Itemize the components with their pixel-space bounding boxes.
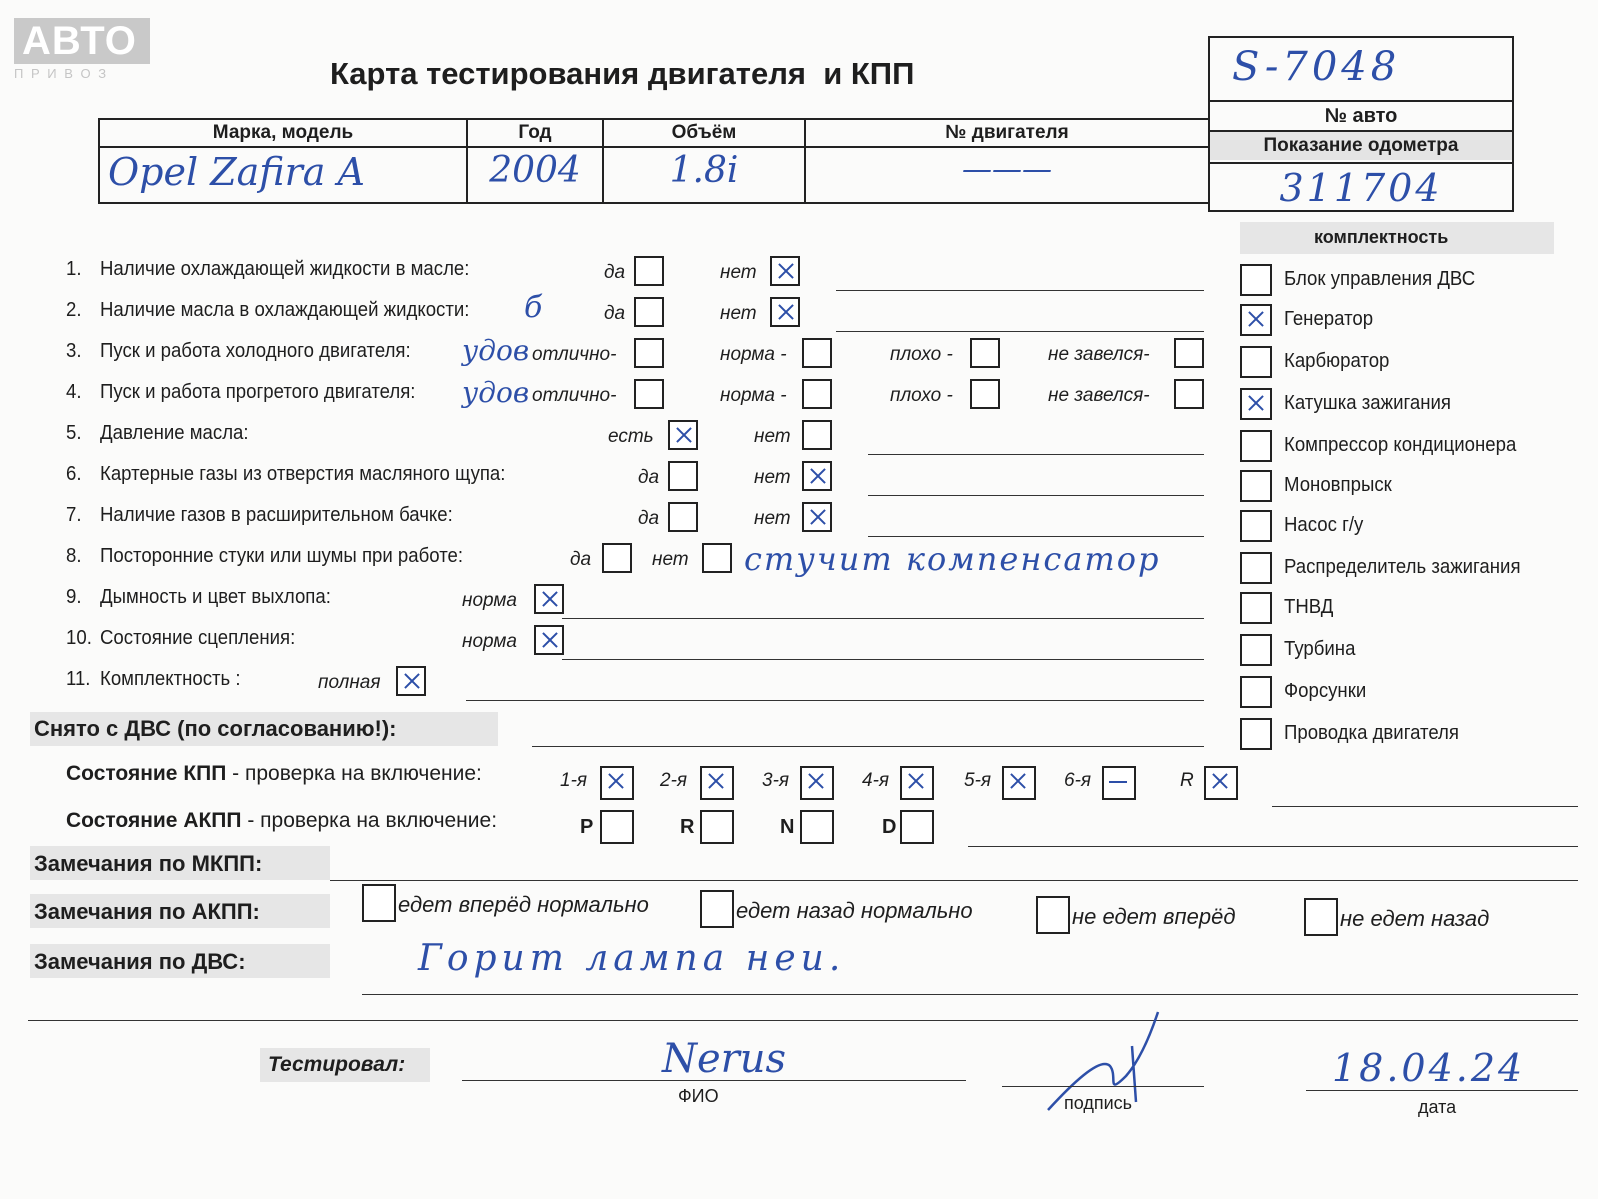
akpp-label-rest: - проверка на включение:	[241, 809, 498, 832]
kpp-gear-checkbox[interactable]	[1002, 766, 1036, 800]
col-model	[100, 120, 468, 202]
kpp-gear-label: 1-я	[560, 770, 588, 791]
dvs-remarks-text: Горит лампа неи.	[418, 938, 846, 979]
completeness-item-label: Генератор	[1284, 308, 1374, 330]
akpp-mode-label: R	[680, 816, 695, 838]
test-item-checkbox[interactable]	[668, 502, 698, 532]
test-item-checkbox[interactable]	[802, 461, 832, 491]
test-item-label: Посторонние стуки или шумы при работе:	[100, 545, 464, 567]
kpp-gear-checkbox[interactable]	[900, 766, 934, 800]
test-item-checkbox[interactable]	[602, 543, 632, 573]
full-width-line	[28, 1020, 1578, 1021]
test-item-label: Наличие масла в охлаждающей жидкости:	[100, 299, 470, 321]
kpp-gear-checkbox[interactable]	[800, 766, 834, 800]
test-item-option-label: отлично-	[532, 385, 617, 406]
car-table	[98, 118, 1210, 204]
test-item-line	[868, 536, 1204, 537]
test-item-option-label: нет	[720, 262, 757, 283]
test-item-number: 11.	[66, 668, 91, 690]
akpp-mode-checkbox[interactable]	[800, 810, 834, 844]
kpp-gear-checkbox[interactable]	[1204, 766, 1238, 800]
test-item-checkbox[interactable]	[802, 379, 832, 409]
test-item-label: Пуск и работа холодного двигателя:	[100, 340, 411, 362]
test-item-checkbox[interactable]	[534, 625, 564, 655]
test-item-option-label: нет	[754, 467, 791, 488]
item4-note: удов	[462, 376, 530, 409]
logo	[14, 18, 150, 80]
test-item-checkbox[interactable]	[770, 297, 800, 327]
completeness-checkbox[interactable]	[1240, 388, 1272, 420]
akpp-mode-label: N	[780, 816, 795, 838]
value-model: Opel Zafira A	[108, 150, 365, 194]
kpp-gear-checkbox[interactable]	[600, 766, 634, 800]
completeness-checkbox[interactable]	[1240, 510, 1272, 542]
test-item-checkbox[interactable]	[668, 420, 698, 450]
logo-main: АВТО	[14, 18, 150, 64]
item8-note: стучит компенсатор	[744, 540, 1161, 578]
test-item-option-label: отлично-	[532, 344, 617, 365]
odometer-label: Показание одометра	[1210, 130, 1512, 160]
completeness-item-label: Компрессор кондиционера	[1284, 434, 1517, 456]
test-item-option-label: плохо -	[890, 344, 953, 365]
test-item-number: 7.	[66, 504, 82, 526]
car-number-label: № авто	[1210, 100, 1512, 130]
test-item-checkbox[interactable]	[970, 338, 1000, 368]
kpp-gear-label: R	[1180, 770, 1194, 791]
completeness-title: комплектность	[1314, 227, 1449, 247]
test-item-number: 9.	[66, 586, 82, 608]
test-item-line	[562, 659, 1204, 660]
test-item-option-label: нет	[652, 549, 689, 570]
dvs-remarks-line	[362, 994, 1578, 995]
col-engine-number	[806, 120, 1208, 202]
tester-name: Nerus	[662, 1036, 787, 1082]
test-item-checkbox[interactable]	[770, 256, 800, 286]
dvs-remarks-label: Замечания по ДВС:	[34, 949, 246, 974]
akpp-remark-option-label: не едет назад	[1340, 906, 1490, 931]
kpp-gear-checkbox[interactable]	[1102, 766, 1136, 800]
removed-line	[532, 746, 1204, 747]
signature-label: подпись	[1064, 1093, 1133, 1113]
akpp-label-bold: Состояние АКПП	[66, 809, 242, 832]
kpp-gear-checkbox[interactable]	[700, 766, 734, 800]
akpp-remarks-label: Замечания по АКПП:	[34, 899, 260, 924]
kpp-label-bold: Состояние КПП	[66, 762, 227, 785]
test-item-option-label: норма -	[720, 385, 787, 406]
test-item-line	[562, 618, 1204, 619]
completeness-checkbox[interactable]	[1240, 676, 1272, 708]
signature-line	[1002, 1086, 1204, 1087]
test-item-label: Давление масла:	[100, 422, 249, 444]
kpp-gear-label: 3-я	[762, 770, 790, 791]
mkpp-remarks-label: Замечания по МКПП:	[34, 851, 263, 876]
test-item-checkbox[interactable]	[634, 297, 664, 327]
completeness-checkbox[interactable]	[1240, 346, 1272, 378]
completeness-item-label: Моновпрыск	[1284, 474, 1392, 496]
completeness-checkbox[interactable]	[1240, 552, 1272, 584]
test-item-option-label: норма -	[720, 344, 787, 365]
test-item-checkbox[interactable]	[668, 461, 698, 491]
car-info-box	[1208, 36, 1514, 212]
test-item-line	[868, 454, 1204, 455]
document-title: Карта тестирования двигателя и КПП	[330, 56, 915, 91]
test-item-checkbox[interactable]	[534, 584, 564, 614]
kpp-line	[1272, 806, 1578, 807]
akpp-remark-checkbox[interactable]	[1036, 896, 1070, 934]
test-item-number: 1.	[66, 258, 82, 280]
test-item-option-label: норма	[462, 590, 517, 611]
test-item-line	[868, 495, 1204, 496]
test-item-option-label: нет	[754, 426, 791, 447]
test-item-number: 10.	[66, 627, 92, 649]
akpp-mode-checkbox[interactable]	[700, 810, 734, 844]
akpp-remark-checkbox[interactable]	[1304, 898, 1338, 936]
test-item-checkbox[interactable]	[396, 666, 426, 696]
test-item-checkbox[interactable]	[802, 338, 832, 368]
kpp-gear-label: 5-я	[964, 770, 992, 791]
completeness-item-label: Форсунки	[1284, 680, 1367, 702]
completeness-item-label: Катушка зажигания	[1284, 392, 1451, 414]
akpp-label	[66, 809, 497, 833]
test-item-checkbox[interactable]	[634, 379, 664, 409]
test-item-option-label: да	[604, 303, 626, 324]
kpp-label-rest: - проверка на включение:	[226, 762, 482, 785]
odometer-value: 311704	[1210, 162, 1512, 210]
test-item-number: 6.	[66, 463, 82, 485]
completeness-checkbox[interactable]	[1240, 470, 1272, 502]
completeness-item-label: Турбина	[1284, 638, 1356, 660]
completeness-item-label: Проводка двигателя	[1284, 722, 1459, 744]
test-item-option-label: нет	[720, 303, 757, 324]
akpp-remark-option-label: едет вперёд нормально	[398, 892, 649, 917]
test-item-checkbox[interactable]	[970, 379, 1000, 409]
item2-note: б	[524, 290, 543, 325]
completeness-checkbox[interactable]	[1240, 304, 1272, 336]
akpp-remark-option-label: едет назад нормально	[736, 898, 973, 923]
completeness-checkbox[interactable]	[1240, 718, 1272, 750]
test-item-option-label: не завелся-	[1048, 344, 1150, 365]
logo-sub: П Р И В О З	[14, 66, 109, 81]
test-item-number: 3.	[66, 340, 82, 362]
test-item-number: 2.	[66, 299, 82, 321]
col-volume	[604, 120, 806, 202]
completeness-item-label: Насос г/у	[1284, 514, 1364, 536]
kpp-label	[66, 762, 482, 786]
test-item-checkbox[interactable]	[802, 420, 832, 450]
test-item-label: Комплектность :	[100, 668, 241, 690]
test-item-line	[836, 331, 1204, 332]
test-item-line	[466, 700, 1204, 701]
test-item-option-label: нет	[754, 508, 791, 529]
value-engine-number: ———	[962, 152, 1052, 187]
test-item-checkbox[interactable]	[802, 502, 832, 532]
date-value: 18.04.24	[1332, 1046, 1526, 1090]
kpp-gear-label: 4-я	[862, 770, 890, 791]
mkpp-remarks-line	[330, 880, 1578, 881]
header-model: Марка, модель	[212, 122, 354, 143]
fio-label: ФИО	[678, 1086, 719, 1106]
tested-by-label: Тестировал:	[268, 1053, 406, 1076]
test-item-checkbox[interactable]	[634, 338, 664, 368]
value-volume: 1.8i	[669, 150, 739, 191]
completeness-item-label: Блок управления ДВС	[1284, 268, 1476, 290]
test-item-label: Наличие охлаждающей жидкости в масле:	[100, 258, 470, 280]
col-year	[468, 120, 604, 202]
akpp-mode-checkbox[interactable]	[600, 810, 634, 844]
completeness-checkbox[interactable]	[1240, 592, 1272, 624]
item3-note: удов	[462, 334, 530, 367]
test-item-label: Пуск и работа прогретого двигателя:	[100, 381, 416, 403]
test-item-option-label: не завелся-	[1048, 385, 1150, 406]
akpp-remark-checkbox[interactable]	[700, 890, 734, 928]
completeness-item-label: ТНВД	[1284, 596, 1334, 618]
test-item-option-label: да	[638, 508, 660, 529]
akpp-remark-checkbox[interactable]	[362, 884, 396, 922]
test-item-option-label: норма	[462, 631, 517, 652]
test-item-number: 8.	[66, 545, 82, 567]
test-item-checkbox[interactable]	[1174, 379, 1204, 409]
car-number-value: S-7048	[1232, 44, 1401, 90]
test-item-checkbox[interactable]	[702, 543, 732, 573]
test-item-checkbox[interactable]	[634, 256, 664, 286]
completeness-checkbox[interactable]	[1240, 430, 1272, 462]
completeness-item-label: Карбюратор	[1284, 350, 1390, 372]
date-line	[1306, 1090, 1578, 1091]
akpp-mode-label: D	[882, 816, 897, 838]
test-item-label: Картерные газы из отверстия масляного щупа:	[100, 463, 506, 485]
test-item-line	[836, 290, 1204, 291]
akpp-remark-option-label: не едет вперёд	[1072, 904, 1236, 929]
kpp-gear-label: 6-я	[1064, 770, 1092, 791]
header-engine-number: № двигателя	[945, 122, 1069, 143]
removed-label: Снято с ДВС (по согласованию!):	[34, 716, 397, 741]
completeness-checkbox[interactable]	[1240, 634, 1272, 666]
test-item-option-label: есть	[608, 426, 654, 447]
akpp-mode-checkbox[interactable]	[900, 810, 934, 844]
test-item-number: 5.	[66, 422, 82, 444]
header-year: Год	[518, 122, 552, 143]
akpp-line	[968, 846, 1578, 847]
test-item-option-label: да	[570, 549, 592, 570]
test-item-number: 4.	[66, 381, 82, 403]
test-item-option-label: да	[604, 262, 626, 283]
test-item-label: Наличие газов в расширительном бачке:	[100, 504, 453, 526]
header-volume: Объём	[671, 122, 737, 143]
date-label: дата	[1418, 1097, 1457, 1117]
completeness-checkbox[interactable]	[1240, 264, 1272, 296]
test-item-label: Дымность и цвет выхлопа:	[100, 586, 331, 608]
test-item-option-label: плохо -	[890, 385, 953, 406]
test-item-checkbox[interactable]	[1174, 338, 1204, 368]
value-year: 2004	[489, 150, 581, 191]
akpp-mode-label: P	[580, 816, 594, 838]
completeness-item-label: Распределитель зажигания	[1284, 556, 1521, 578]
test-item-label: Состояние сцепления:	[100, 627, 296, 649]
fio-line	[462, 1080, 966, 1081]
test-item-option-label: да	[638, 467, 660, 488]
test-item-option-label: полная	[318, 672, 381, 693]
kpp-gear-label: 2-я	[660, 770, 688, 791]
